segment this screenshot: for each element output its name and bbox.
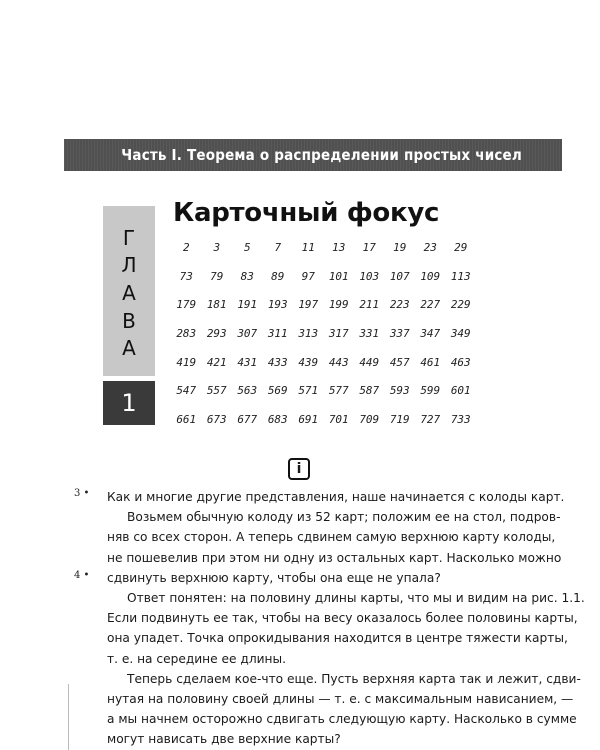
prime-number: 83 xyxy=(240,269,254,283)
prime-number: 547 xyxy=(176,384,197,398)
prime-number: 719 xyxy=(389,412,410,426)
text-line: а мы начнем осторожно сдвигать следующую карту. Насколько в сумме xyxy=(107,712,577,727)
text-line: Возьмем обычную колоду из 52 карт; положим ее на стол, подров- xyxy=(127,510,561,525)
prime-number: 349 xyxy=(450,326,471,340)
prime-number: 733 xyxy=(450,412,471,426)
prime-number: 569 xyxy=(267,384,288,398)
prime-number: 419 xyxy=(176,355,197,369)
prime-number: 599 xyxy=(420,384,441,398)
prime-number: 587 xyxy=(359,384,380,398)
prime-number: 683 xyxy=(267,412,288,426)
prime-row xyxy=(171,290,476,319)
prime-row xyxy=(171,348,476,377)
prime-number: 13 xyxy=(332,240,346,254)
text-line: Ответ понятен: на половину длины карты, что мы и видим на рис. 1.1. xyxy=(127,591,585,606)
prime-number: 557 xyxy=(206,384,227,398)
prime-number: 211 xyxy=(359,298,380,312)
text-line: могут нависать две верхние карты? xyxy=(107,732,341,747)
prime-number: 193 xyxy=(267,298,288,312)
chapter-letter: В xyxy=(122,308,136,333)
prime-number: 223 xyxy=(389,298,410,312)
text-line: нутая на половину своей длины — т. е. с максимальным нависанием, — xyxy=(107,692,574,707)
prime-number: 673 xyxy=(206,412,227,426)
margin-note: 4 • xyxy=(74,570,90,581)
prime-number: 457 xyxy=(389,355,410,369)
prime-number: 563 xyxy=(237,384,258,398)
text-line: няв со всех сторон. А теперь сдвинем самую верхнюю карту колоды, xyxy=(107,530,556,545)
prime-number: 89 xyxy=(271,269,285,283)
prime-number: 347 xyxy=(420,326,441,340)
chapter-letter: Л xyxy=(121,253,137,278)
chapter-label-box xyxy=(103,206,155,376)
prime-number: 109 xyxy=(420,269,441,283)
prime-number: 701 xyxy=(328,412,349,426)
prime-number: 19 xyxy=(393,240,407,254)
text-line: она упадет. Точка опрокидывания находится в центре тяжести карты, xyxy=(107,631,568,646)
prime-number: 229 xyxy=(450,298,471,312)
prime-number: 2 xyxy=(182,240,190,254)
prime-number: 101 xyxy=(328,269,349,283)
prime-number: 191 xyxy=(237,298,258,312)
prime-number: 439 xyxy=(298,355,319,369)
prime-number: 449 xyxy=(359,355,380,369)
prime-number: 7 xyxy=(274,240,282,254)
prime-number: 113 xyxy=(450,269,471,283)
prime-number: 443 xyxy=(328,355,349,369)
prime-number: 661 xyxy=(176,412,197,426)
prime-number: 727 xyxy=(420,412,441,426)
prime-number: 181 xyxy=(206,298,227,312)
prime-number: 11 xyxy=(301,240,315,254)
chapter-title: Карточный фокус xyxy=(173,198,440,228)
prime-row xyxy=(171,262,476,291)
text-line: Если подвинуть ее так, чтобы на весу оказалось более половины карты, xyxy=(107,611,578,626)
prime-number: 677 xyxy=(237,412,258,426)
prime-number: 421 xyxy=(206,355,227,369)
prime-number: 73 xyxy=(179,269,193,283)
prime-number: 179 xyxy=(176,298,197,312)
part-banner: Часть I. Теорема о распределении простых чисел xyxy=(64,139,562,171)
prime-number: 337 xyxy=(389,326,410,340)
prime-number: 227 xyxy=(420,298,441,312)
prime-number: 571 xyxy=(298,384,319,398)
prime-number: 593 xyxy=(389,384,410,398)
info-icon: i xyxy=(288,458,310,480)
prime-number: 3 xyxy=(213,240,221,254)
prime-row xyxy=(171,319,476,348)
text-line: т. е. на середине ее длины. xyxy=(107,651,286,666)
prime-number: 23 xyxy=(423,240,437,254)
prime-number: 691 xyxy=(298,412,319,426)
prime-number: 307 xyxy=(237,326,258,340)
prime-number: 313 xyxy=(298,326,319,340)
prime-number: 331 xyxy=(359,326,380,340)
prime-number: 5 xyxy=(243,240,251,254)
chapter-letter: Г xyxy=(122,225,136,250)
prime-number: 461 xyxy=(420,355,441,369)
prime-number: 311 xyxy=(267,326,288,340)
prime-number: 433 xyxy=(267,355,288,369)
page-edge-line xyxy=(68,684,69,750)
prime-row xyxy=(171,233,476,262)
text-line: сдвинуть верхнюю карту, чтобы она еще не упала? xyxy=(107,570,441,585)
prime-number: 107 xyxy=(389,269,410,283)
margin-note: 3 • xyxy=(74,488,90,499)
prime-number: 103 xyxy=(359,269,380,283)
prime-number: 97 xyxy=(301,269,315,283)
text-line: Теперь сделаем кое-что еще. Пусть верхняя карта так и лежит, сдви- xyxy=(127,671,581,686)
prime-number: 577 xyxy=(328,384,349,398)
body-text xyxy=(107,487,585,750)
prime-row xyxy=(171,405,476,434)
prime-number: 199 xyxy=(328,298,349,312)
prime-number: 431 xyxy=(237,355,258,369)
chapter-number: 1 xyxy=(103,381,155,425)
text-line: не пошевелив при этом ни одну из остальных карт. Насколько можно xyxy=(107,550,562,565)
prime-numbers-grid xyxy=(171,233,476,434)
chapter-letter: А xyxy=(122,280,136,305)
prime-number: 463 xyxy=(450,355,471,369)
prime-number: 709 xyxy=(359,412,380,426)
prime-number: 601 xyxy=(450,384,471,398)
prime-number: 293 xyxy=(206,326,227,340)
prime-number: 283 xyxy=(176,326,197,340)
chapter-letter: А xyxy=(122,336,136,361)
prime-number: 79 xyxy=(210,269,224,283)
prime-number: 197 xyxy=(298,298,319,312)
prime-number: 29 xyxy=(454,240,468,254)
text-line: Как и многие другие представления, наше начинается с колоды карт. xyxy=(107,490,565,504)
prime-row xyxy=(171,376,476,405)
prime-number: 17 xyxy=(362,240,376,254)
prime-number: 317 xyxy=(328,326,349,340)
